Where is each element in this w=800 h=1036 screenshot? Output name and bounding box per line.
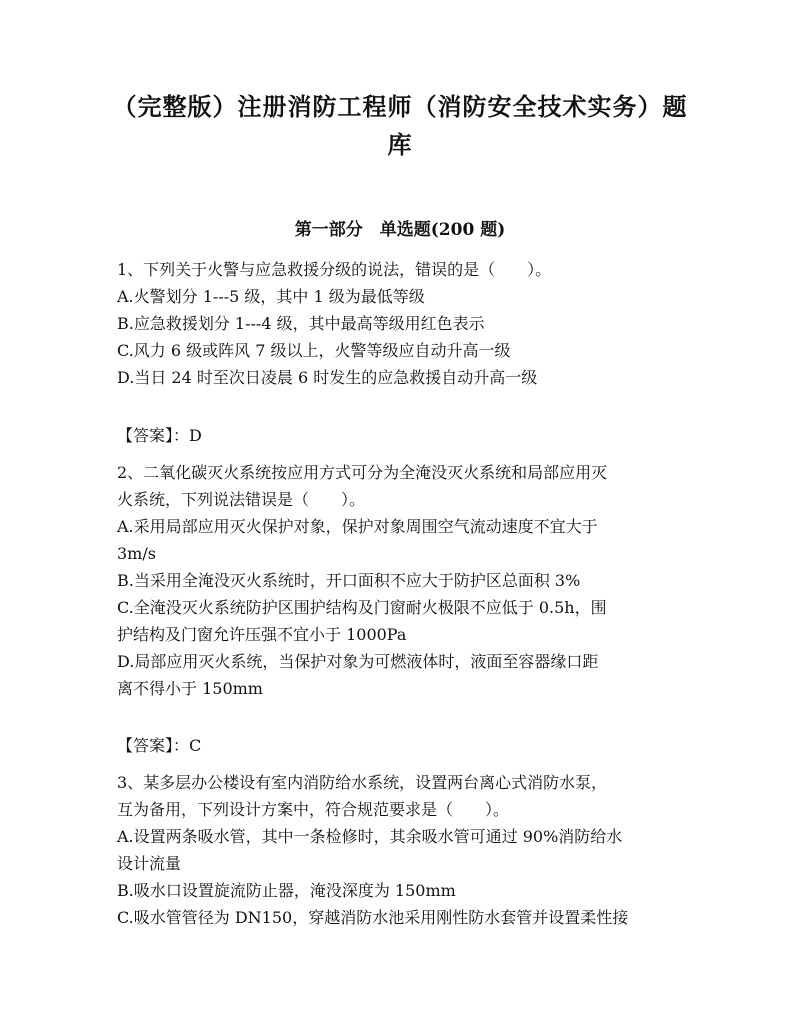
- document-title: [100, 88, 700, 164]
- question-2-option-a-line-2: 3m/s: [117, 544, 156, 563]
- question-2-option-b: B.当采用全淹没灭火系统时，开口面积不应大于防护区总面积 3%: [117, 571, 581, 590]
- document-title-line-1: （完整版）注册消防工程师（消防安全技术实务）题: [112, 92, 688, 121]
- question-1-stem-line-1: 1、下列关于火警与应急救援分级的说法，错误的是（ ）。: [117, 260, 552, 279]
- question-3-stem-line-2: 互为备用，下列设计方案中，符合规范要求是（ ）。: [117, 800, 510, 819]
- question-2-option-c-line-2: 护结构及门窗允许压强不宜小于 1000Pa: [117, 625, 407, 644]
- question-1-option-b: B.应急救援划分 1---4 级，其中最高等级用红色表示: [117, 314, 485, 333]
- question-1-answer: 【答案】：D: [117, 426, 202, 445]
- question-2-option-a-line-1: A.采用局部应用灭火保护对象，保护对象周围空气流动速度不宜大于: [117, 517, 598, 536]
- question-1-option-c: C.风力 6 级或阵风 7 级以上，火警等级应自动升高一级: [117, 341, 511, 360]
- question-2-option-d-line-1: D.局部应用灭火系统，当保护对象为可燃液体时，液面至容器缘口距: [117, 652, 599, 671]
- question-3-option-c-line-1: C.吸水管管径为 DN150，穿越消防水池采用刚性防水套管并设置柔性接: [117, 908, 629, 927]
- question-2-stem-line-2: 火系统，下列说法错误是（ ）。: [117, 490, 366, 509]
- document-title-line-2: 库: [387, 130, 413, 159]
- question-2-stem-line-1: 2、二氧化碳灭火系统按应用方式可分为全淹没灭火系统和局部应用灭: [117, 463, 608, 482]
- question-2-option-c-line-1: C.全淹没灭火系统防护区围护结构及门窗耐火极限不应低于 0.5h，围: [117, 598, 607, 617]
- question-1-option-d: D.当日 24 时至次日凌晨 6 时发生的应急救援自动升高一级: [117, 368, 538, 387]
- question-3-option-b: B.吸水口设置旋流防止器，淹没深度为 150mm: [117, 881, 456, 900]
- question-3-option-a-line-1: A.设置两条吸水管，其中一条检修时，其余吸水管可通过 90%消防给水: [117, 827, 623, 846]
- question-2-answer: 【答案】：C: [117, 736, 202, 755]
- question-2-option-d-line-2: 离不得小于 150mm: [117, 679, 263, 698]
- question-3-stem-line-1: 3、某多层办公楼设有室内消防给水系统，设置两台离心式消防水泵，: [117, 773, 608, 792]
- question-1-option-a: A.火警划分 1---5 级，其中 1 级为最低等级: [117, 287, 425, 306]
- section-title: 第一部分 单选题(200 题): [294, 220, 506, 240]
- question-3-option-a-line-2: 设计流量: [117, 854, 182, 873]
